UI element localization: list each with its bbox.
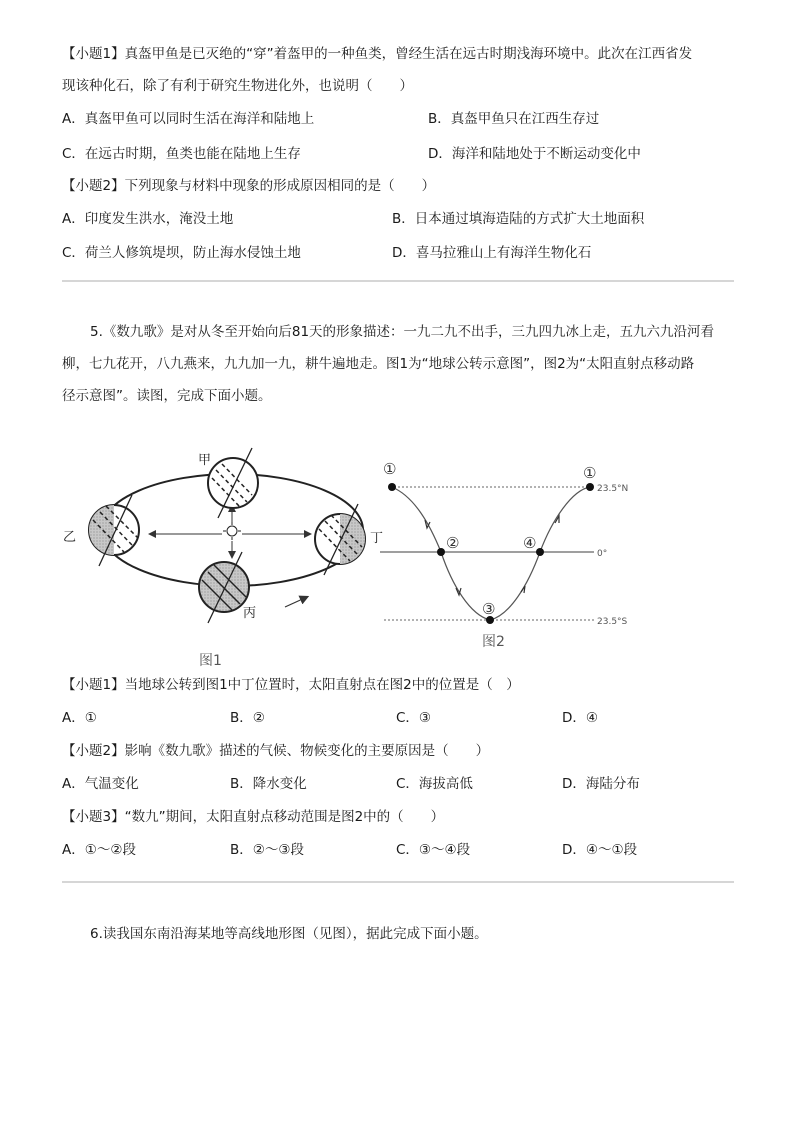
lat-23s-label: 23.5°S — [597, 617, 628, 627]
lat-23n-label: 23.5°N — [597, 484, 629, 494]
q5-intro-line1: 5.《数九歌》是对从冬至开始向后81天的形象描述：一九二九不出手，三九四九冰上走，五九六九沿河看 — [90, 324, 715, 340]
sun-icon — [223, 522, 241, 540]
q5-sub3-option-c: C．③～④段 — [396, 842, 471, 858]
q4-sub1-option-b: B．真盔甲鱼只在江西生存过 — [428, 111, 600, 127]
q4-sub1-option-c: C．在远古时期，鱼类也能在陆地上生存 — [62, 146, 301, 162]
q5-sub2-option-a: A．气温变化 — [62, 776, 139, 792]
q5-sub2-option-d: D．海陆分布 — [562, 776, 640, 792]
divider — [62, 881, 734, 883]
q4-sub1-option-d: D．海洋和陆地处于不断运动变化中 — [428, 146, 641, 162]
point-1-left — [388, 483, 396, 491]
q4-sub1-stem-line2: 现该种化石，除了有利于研究生物进化外，也说明（ ） — [62, 78, 413, 94]
q4-sub2-option-c: C．荷兰人修筑堤坝，防止海水侵蚀土地 — [62, 245, 301, 261]
label-jia: 甲 — [198, 453, 212, 468]
q4-sub2-option-b: B．日本通过填海造陆的方式扩大土地面积 — [392, 211, 645, 227]
q5-sub3-option-b: B．②～③段 — [230, 842, 304, 858]
q5-sub1-option-c: C．③ — [396, 710, 432, 726]
q5-sub1-option-a: A．① — [62, 710, 97, 726]
q5-intro-line2: 柳，七九花开，八九燕来，九九加一九，耕牛遍地走。图1为“地球公转示意图”，图2为“太阳直射点移动路 — [62, 356, 695, 372]
q5-intro-line3: 径示意图”。读图，完成下面小题。 — [62, 388, 272, 404]
figure2-caption: 图2 — [482, 634, 505, 650]
q5-sub3-stem: 【小题3】“数九”期间，太阳直射点移动范围是图2中的（ ） — [62, 809, 445, 825]
q5-sub1-option-d: D．④ — [562, 710, 598, 726]
q5-sub3-option-d: D．④～①段 — [562, 842, 638, 858]
lat-0-label: 0° — [597, 549, 608, 559]
q5-sub2-option-b: B．降水变化 — [230, 776, 307, 792]
path-arrow — [521, 586, 525, 593]
q4-sub2-stem: 【小题2】下列现象与材料中现象的形成原因相同的是（ ） — [62, 178, 436, 194]
q5-figures — [0, 440, 794, 675]
label-ding: 丁 — [370, 531, 384, 546]
figure1-orbit-diagram — [63, 448, 383, 669]
label-point-2: ② — [446, 534, 460, 552]
q5-sub1-stem: 【小题1】当地球公转到图1中丁位置时，太阳直射点在图2中的位置是（ ） — [62, 677, 520, 693]
label-point-1-left: ① — [383, 460, 397, 478]
label-bing: 丙 — [243, 606, 257, 621]
label-point-4: ④ — [523, 534, 537, 552]
figure1-caption: 图1 — [199, 653, 222, 669]
q4-sub2-option-d: D．喜马拉雅山上有海洋生物化石 — [392, 245, 592, 261]
divider — [62, 280, 734, 282]
earth-yi — [89, 495, 139, 566]
q6-intro: 6.读我国东南沿海某地等高线地形图（见图），据此完成下面小题。 — [90, 926, 488, 942]
figure2-sun-path-diagram — [380, 460, 628, 650]
label-point-1-right: ① — [583, 464, 597, 482]
q4-sub1-stem-line1: 【小题1】真盔甲鱼是已灭绝的“穿”着盔甲的一种鱼类，曾经生活在远古时期浅海环境中。此次在江西省发 — [62, 46, 693, 62]
q5-sub2-stem: 【小题2】影响《数九歌》描述的气候、物候变化的主要原因是（ ） — [62, 743, 490, 759]
q5-sub1-option-b: B．② — [230, 710, 265, 726]
label-point-3: ③ — [482, 600, 496, 618]
q5-sub2-option-c: C．海拔高低 — [396, 776, 473, 792]
label-yi: 乙 — [63, 530, 77, 545]
point-1-right — [586, 483, 594, 491]
q4-sub2-option-a: A．印度发生洪水，淹没土地 — [62, 211, 234, 227]
point-2 — [437, 548, 445, 556]
earth-jia — [208, 448, 258, 518]
earth-bing — [199, 552, 249, 623]
q4-sub1-option-a: A．真盔甲鱼可以同时生活在海洋和陆地上 — [62, 111, 315, 127]
point-4 — [536, 548, 544, 556]
q5-sub3-option-a: A．①～②段 — [62, 842, 136, 858]
